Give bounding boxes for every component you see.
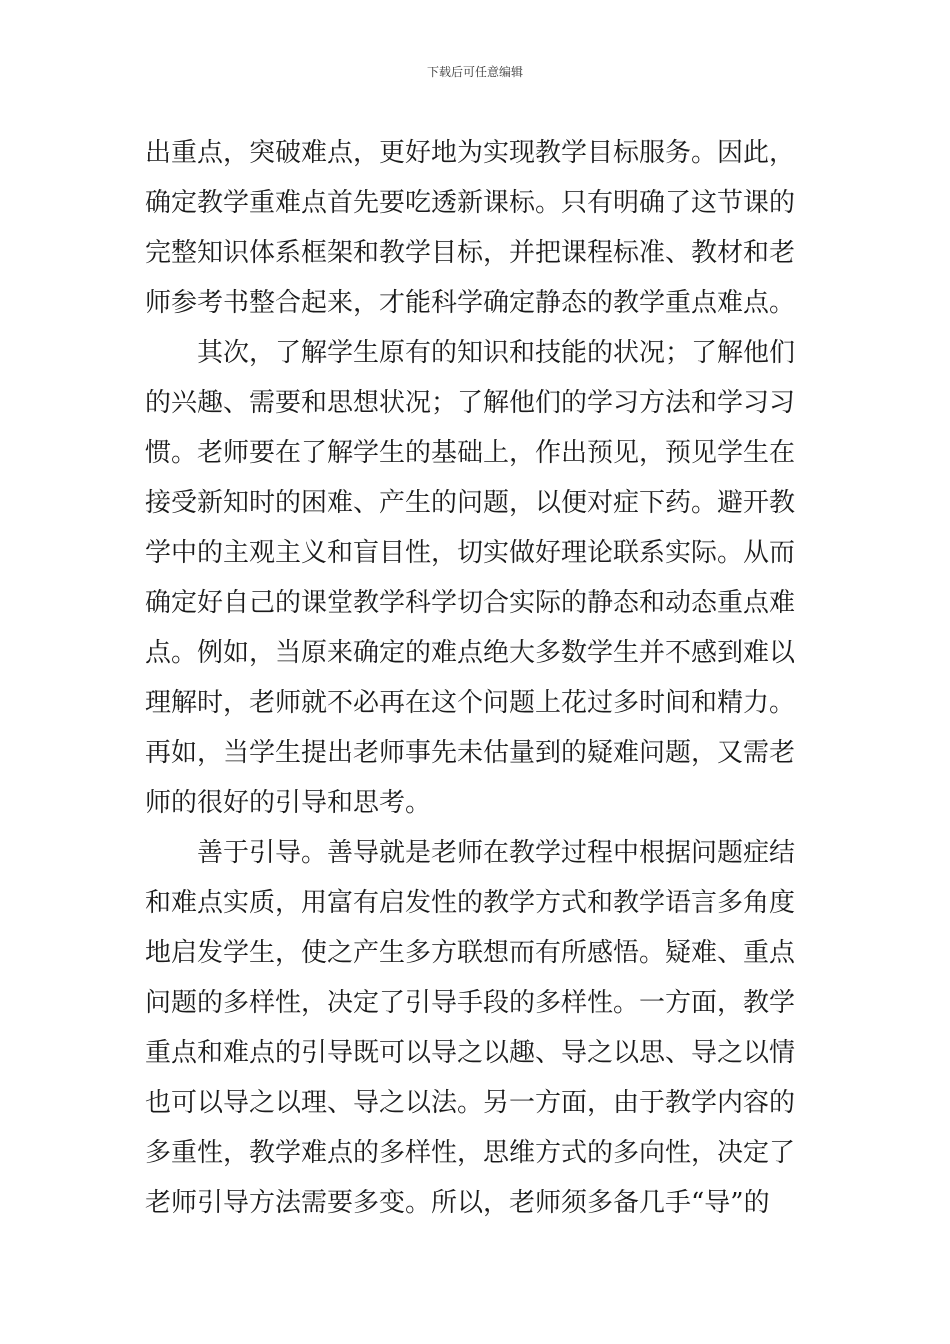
document-body (145, 128, 808, 1228)
text-line: 学中的主观主义和盲目性，切实做好理论联系实际。从而 (145, 538, 796, 568)
text-line: 其次，了解学生原有的知识和技能的状况；了解他们 (197, 338, 796, 368)
text-line: 确定教学重难点首先要吃透新课标。只有明确了这节课的 (145, 188, 796, 218)
text-line: 接受新知时的困难、产生的问题，以便对症下药。避开教 (145, 488, 796, 518)
text-line: 也可以导之以理、导之以法。另一方面，由于教学内容的 (145, 1088, 796, 1118)
text-line: 重点和难点的引导既可以导之以趣、导之以思、导之以情 (145, 1038, 796, 1068)
text-line: 和难点实质，用富有启发性的教学方式和教学语言多角度 (145, 888, 796, 918)
text-line: 再如，当学生提出老师事先未估量到的疑难问题，又需老 (145, 738, 796, 768)
text-line: 老师引导方法需要多变。所以，老师须多备几手“导”的 (145, 1188, 770, 1218)
text-line: 完整知识体系框架和教学目标，并把课程标准、教材和老 (145, 238, 796, 268)
text-line: 善于引导。善导就是老师在教学过程中根据问题症结 (197, 838, 796, 868)
text-line: 的兴趣、需要和思想状况；了解他们的学习方法和学习习 (145, 388, 796, 418)
text-line: 师的很好的引导和思考。 (145, 788, 432, 818)
text-line: 多重性，教学难点的多样性，思维方式的多向性，决定了 (145, 1138, 796, 1168)
text-line: 确定好自己的课堂教学科学切合实际的静态和动态重点难 (145, 588, 796, 618)
text-line: 地启发学生，使之产生多方联想而有所感悟。疑难、重点 (145, 938, 796, 968)
text-line: 师参考书整合起来，才能科学确定静态的教学重点难点。 (145, 288, 796, 318)
text-line: 问题的多样性，决定了引导手段的多样性。一方面，教学 (145, 988, 796, 1018)
text-line: 点。例如，当原来确定的难点绝大多数学生并不感到难以 (145, 638, 796, 668)
page-header: 下载后可任意编辑 (426, 65, 523, 79)
text-line: 理解时，老师就不必再在这个问题上花过多时间和精力。 (145, 688, 796, 718)
text-line: 惯。老师要在了解学生的基础上，作出预见，预见学生在 (145, 438, 796, 468)
text-line: 出重点，突破难点，更好地为实现教学目标服务。因此， (145, 138, 796, 168)
